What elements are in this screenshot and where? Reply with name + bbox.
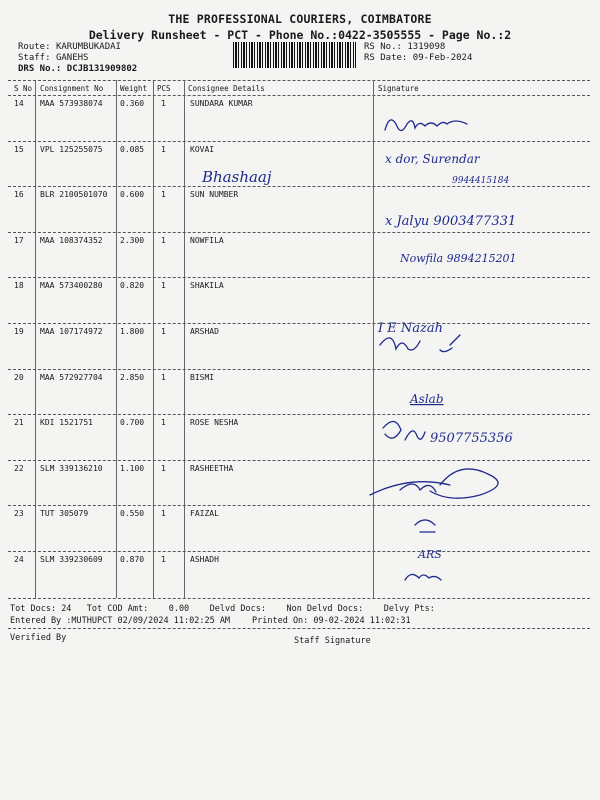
signature-row-19 (380, 335, 460, 352)
tot-cod-value: 0.00 (168, 604, 190, 614)
cell-consignment: MAA 107174972 (40, 327, 103, 336)
delvy-pts-label: Delvy Pts: (383, 604, 435, 614)
cell-weight: 0.600 (120, 190, 145, 200)
signature-row-16: x Jalyu 9003477331 (385, 214, 517, 229)
rs-no-line: RS No.: 1319098 (364, 42, 446, 52)
totals-line: Tot Docs: 24 Tot COD Amt: 0.00 Delvd Docs: Non Delvd Docs: Delvy Pts: (10, 604, 435, 614)
cell-pcs: 1 (161, 235, 166, 245)
rs-date-value: 09-Feb-2024 (412, 53, 473, 63)
rs-no-value: 1319098 (407, 42, 446, 52)
cell-consignee: FAIZAL (190, 509, 219, 519)
col-pcs: PCS (157, 84, 171, 93)
signature-row-15-phone: 9944415184 (452, 176, 510, 186)
cell-weight: 0.085 (120, 144, 145, 154)
cell-consignment: KDI 1521751 (40, 418, 93, 428)
col-sno: S No (14, 84, 33, 93)
company-title: THE PROFESSIONAL COURIERS, COIMBATORE (168, 12, 432, 26)
col-consignment: Consignment No (40, 84, 104, 93)
cell-weight: 2.300 (120, 235, 145, 245)
cell-sno: 20 (14, 372, 24, 382)
col-signature: Signature (378, 84, 419, 93)
cell-pcs: 1 (161, 327, 166, 336)
cell-sno: 21 (14, 418, 24, 428)
cell-weight: 1.800 (120, 327, 145, 336)
route-line: Route: KARUMBUKADAI (18, 42, 121, 52)
cell-pcs: 1 (161, 418, 166, 428)
signature-row-14 (385, 120, 467, 131)
col-consignee: Consignee Details (188, 84, 265, 93)
cell-consignee: ASHADH (190, 555, 219, 564)
cell-consignee: RASHEETHA (190, 463, 234, 473)
cell-weight: 0.820 (120, 281, 145, 291)
signature-row-23 (415, 520, 435, 532)
cell-sno: 15 (14, 144, 24, 154)
col-weight: Weight (120, 84, 148, 93)
cell-consignment: BLR 2100501070 (40, 190, 108, 200)
cell-consignment: SLM 339230609 (40, 555, 103, 564)
cell-sno: 18 (14, 281, 24, 291)
footer-rule (8, 628, 590, 629)
cell-pcs: 1 (161, 281, 166, 291)
cell-consignee: SUN NUMBER (190, 190, 239, 200)
cell-sno: 16 (14, 190, 24, 200)
cell-weight: 1.100 (120, 463, 145, 473)
drs-value: DCJB131909802 (66, 64, 138, 74)
verified-by: Verified By (10, 633, 67, 643)
cell-consignee: SUNDARA KUMAR (190, 99, 253, 108)
signature-row-18: I E Nazah (378, 321, 443, 336)
cell-consignment: MAA 573400280 (40, 281, 103, 291)
rs-date-line: RS Date: 09-Feb-2024 (364, 53, 473, 63)
cell-weight: 0.870 (120, 555, 145, 564)
cell-sno: 22 (14, 463, 24, 473)
cell-weight: 0.360 (120, 99, 145, 108)
cell-consignee: NOWFILA (190, 235, 224, 245)
cell-sno: 17 (14, 235, 24, 245)
signature-row-21: 9507755356 (430, 431, 513, 446)
cell-weight: 0.700 (120, 418, 145, 428)
cell-consignment: MAA 573938074 (40, 99, 103, 108)
cell-weight: 2.850 (120, 372, 145, 382)
cell-pcs: 1 (161, 99, 166, 108)
staff-line: Staff: GANEHS (18, 53, 89, 63)
tot-docs-value: 24 (61, 604, 72, 614)
cell-consignment: VPL 125255075 (40, 144, 103, 154)
cell-sno: 19 (14, 327, 24, 336)
signature-row-17: Nowfila 9894215201 (400, 252, 517, 265)
cell-pcs: 1 (161, 190, 166, 200)
route-value: KARUMBUKADAI (55, 42, 121, 52)
signature-row-24 (405, 574, 441, 580)
kovai-handwritten-note: Bhashaaj (202, 168, 272, 186)
cell-consignee: KOVAI (190, 144, 215, 154)
staff-signature-label: Staff Signature (294, 636, 371, 646)
signature-row-22 (370, 469, 498, 498)
cell-sno: 24 (14, 555, 24, 564)
cell-consignee: ARSHAD (190, 327, 219, 336)
cell-consignee: SHAKILA (190, 281, 224, 291)
delvd-docs-label: Delvd Docs: (209, 604, 266, 614)
signature-row-20: Aslab (410, 392, 444, 406)
cell-pcs: 1 (161, 555, 166, 564)
non-delvd-docs-label: Non Delvd Docs: (286, 604, 364, 614)
cell-sno: 23 (14, 509, 24, 519)
signature-row-15: x dor, Surendar (385, 152, 480, 166)
cell-consignment: MAA 108374352 (40, 235, 103, 245)
printed-on: Printed On: 09-02-2024 11:02:31 (252, 616, 411, 626)
cell-pcs: 1 (161, 463, 166, 473)
cell-sno: 14 (14, 99, 24, 108)
runsheet-subtitle: Delivery Runsheet - PCT - Phone No.:0422-3505555 - Page No.:2 (88, 28, 512, 42)
signature-row-23-initials: ARS (418, 548, 442, 561)
staff-value: GANEHS (55, 53, 89, 63)
signature-row-21-scribble (383, 421, 425, 440)
cell-weight: 0.550 (120, 509, 145, 519)
drs-line: DRS No.: DCJB131909802 (18, 64, 138, 74)
cell-consignment: SLM 339136210 (40, 463, 103, 473)
cell-pcs: 1 (161, 372, 166, 382)
cell-consignment: TUT 305079 (40, 509, 89, 519)
cell-consignee: ROSE NESHA (190, 418, 239, 428)
entered-by: Entered By :MUTHUPCT 02/09/2024 11:02:25 AM (10, 616, 231, 626)
cell-consignee: BISMI (190, 372, 215, 382)
cell-pcs: 1 (161, 509, 166, 519)
cell-consignment: MAA 572927704 (40, 372, 103, 382)
cell-pcs: 1 (161, 144, 166, 154)
